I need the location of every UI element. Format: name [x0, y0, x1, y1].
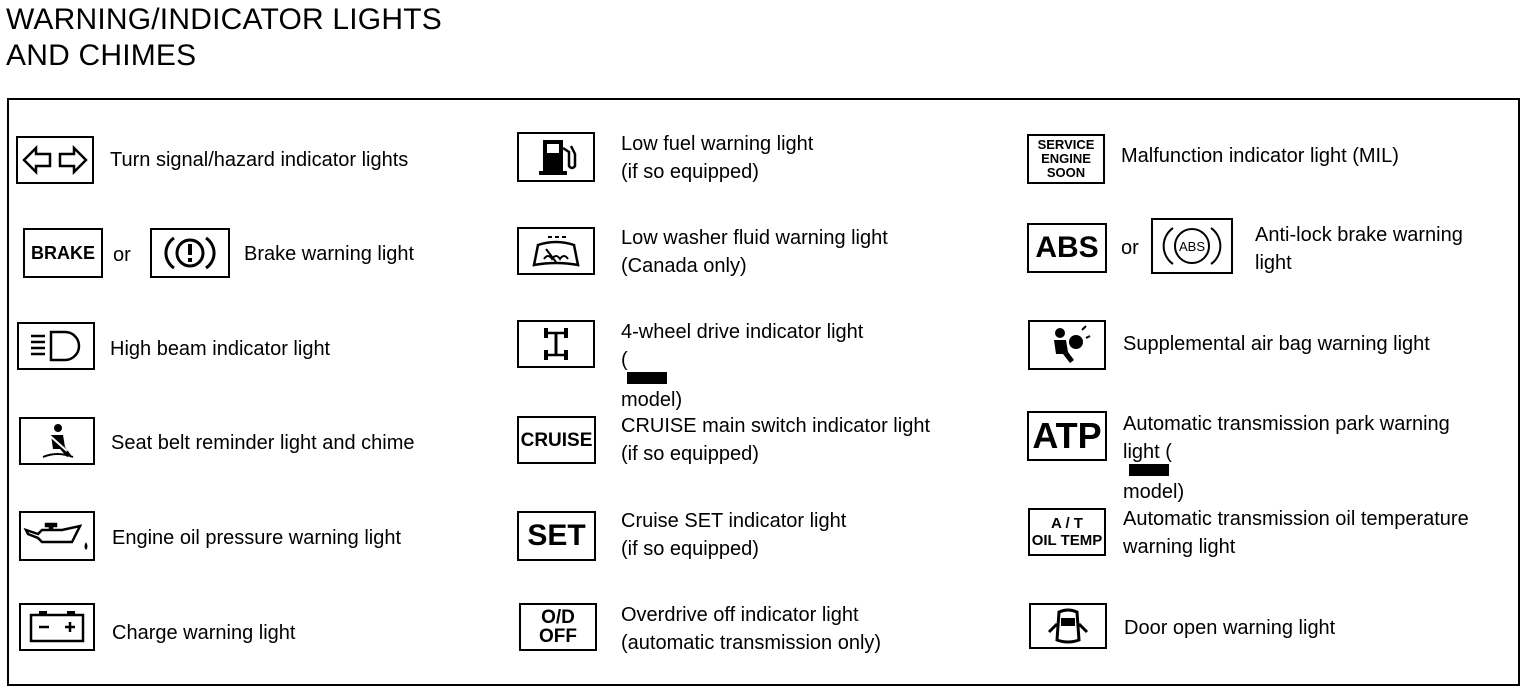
oil-pressure-label: Engine oil pressure warning light — [112, 527, 402, 549]
four-wheel-drive-icon — [517, 320, 595, 368]
overdrive-off-label: Overdrive off indicator light (automatic transmission only) — [621, 604, 882, 654]
cruise-text-icon: CRUISE — [517, 416, 596, 464]
cruise-set-label: Cruise SET indicator light (if so equipped) — [621, 510, 847, 560]
malfunction-label: Malfunction indicator light (MIL) — [1121, 145, 1399, 167]
four-wheel-drive-label: 4-wheel drive indicator light ( model) — [621, 321, 864, 411]
turn-signal-arrows-icon — [16, 136, 94, 184]
turn-signal-label: Turn signal/hazard indicator lights — [110, 149, 409, 171]
battery-icon — [19, 603, 95, 651]
fuel-pump-icon — [517, 132, 595, 182]
seat-belt-icon — [19, 417, 95, 465]
abs-or-text: or — [1121, 237, 1139, 259]
at-oil-temp-label: Automatic transmission oil temperature warning light — [1123, 508, 1469, 558]
high-beam-label: High beam indicator light — [110, 338, 331, 360]
brake-label: Brake warning light — [244, 243, 415, 265]
door-open-label: Door open warning light — [1124, 617, 1336, 639]
brake-or-text: or — [113, 244, 131, 266]
high-beam-icon — [17, 322, 95, 370]
4x4-badge-icon — [1129, 464, 1169, 476]
parking-brake-circle-icon — [150, 228, 230, 278]
set-text-icon: SET — [517, 511, 596, 561]
low-washer-label: Low washer fluid warning light (Canada only) — [621, 227, 888, 277]
od-off-text-icon: O/D OFF — [519, 603, 597, 651]
atp-label: Automatic transmission park warning light ( model) — [1123, 413, 1450, 503]
svg-text:ABS: ABS — [1178, 239, 1206, 254]
anti-lock-label: Anti-lock brake warning light — [1255, 224, 1463, 274]
airbag-label: Supplemental air bag warning light — [1123, 333, 1430, 355]
charge-label: Charge warning light — [112, 622, 296, 644]
cruise-main-label: CRUISE main switch indicator light (if so equipped) — [621, 415, 930, 465]
brake-text-icon: BRAKE — [23, 228, 103, 278]
airbag-icon — [1028, 320, 1106, 370]
service-engine-soon-icon: SERVICE ENGINE SOON — [1027, 134, 1105, 184]
seat-belt-label: Seat belt reminder light and chime — [111, 432, 415, 454]
oil-can-icon — [19, 511, 95, 561]
4x4-badge-icon — [627, 372, 667, 384]
at-oil-temp-icon: A / T OIL TEMP — [1028, 508, 1106, 556]
abs-circle-icon — [1151, 218, 1233, 274]
page-title: WARNING/INDICATOR LIGHTS AND CHIMES — [6, 3, 442, 72]
washer-fluid-icon — [517, 227, 595, 275]
door-open-icon — [1029, 603, 1107, 649]
abs-text-icon: ABS — [1027, 223, 1107, 273]
low-fuel-label: Low fuel warning light (if so equipped) — [621, 133, 814, 183]
atp-text-icon: ATP — [1027, 411, 1107, 461]
